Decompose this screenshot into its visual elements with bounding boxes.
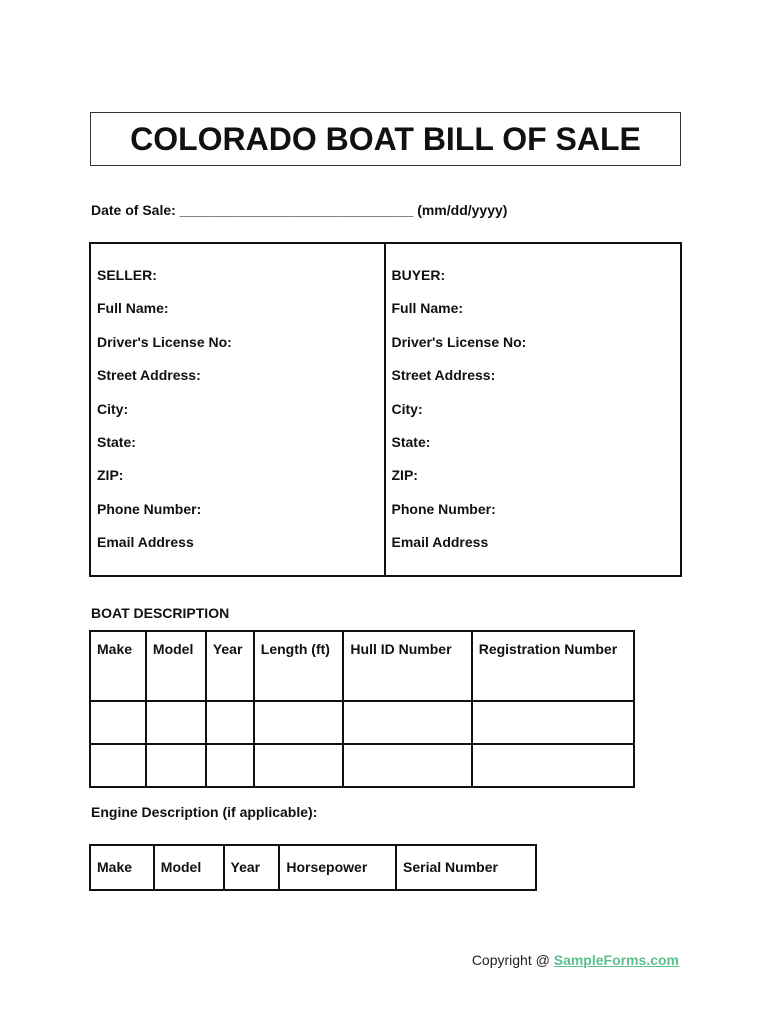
date-of-sale-blank[interactable]: ______________________________ — [179, 202, 414, 218]
seller-phone[interactable]: Phone Number: — [97, 500, 202, 517]
buyer-state[interactable]: State: — [391, 433, 431, 450]
boat-description-table — [89, 630, 635, 788]
table-cell[interactable] — [90, 744, 146, 787]
title-box — [90, 112, 681, 166]
table-cell[interactable] — [254, 744, 344, 787]
seller-city[interactable]: City: — [97, 400, 129, 417]
engine-column-serial: Serial Number — [396, 845, 536, 890]
table-cell[interactable] — [343, 744, 471, 787]
copyright-text: Copyright @ — [471, 952, 554, 968]
buyer-email[interactable]: Email Address — [391, 534, 489, 551]
buyer-zip[interactable]: ZIP: — [391, 467, 418, 484]
seller-column — [91, 244, 386, 575]
column-header-make: Make — [90, 631, 146, 701]
seller-heading: SELLER: — [97, 267, 157, 283]
table-row — [90, 845, 536, 890]
seller-street[interactable]: Street Address: — [97, 367, 201, 384]
table-row — [90, 701, 634, 744]
engine-column-year: Year — [224, 845, 280, 890]
table-cell[interactable] — [472, 701, 634, 744]
table-cell[interactable] — [254, 701, 344, 744]
date-of-sale-label: Date of Sale: — [91, 202, 176, 218]
table-row — [90, 744, 634, 787]
sampleforms-link[interactable]: SampleForms.com — [553, 952, 679, 968]
table-cell[interactable] — [206, 744, 254, 787]
engine-column-make: Make — [90, 845, 154, 890]
column-header-length: Length (ft) — [254, 631, 344, 701]
buyer-phone[interactable]: Phone Number: — [391, 500, 496, 517]
buyer-column — [386, 244, 681, 575]
column-header-year: Year — [206, 631, 254, 701]
seller-zip[interactable]: ZIP: — [97, 467, 124, 484]
table-cell[interactable] — [90, 701, 146, 744]
engine-column-horsepower: Horsepower — [279, 845, 396, 890]
table-cell[interactable] — [206, 701, 254, 744]
table-cell[interactable] — [343, 701, 471, 744]
engine-column-model: Model — [154, 845, 224, 890]
engine-description-label: Engine Description (if applicable): — [91, 804, 318, 820]
table-cell[interactable] — [146, 701, 206, 744]
seller-email[interactable]: Email Address — [97, 534, 194, 551]
buyer-full-name[interactable]: Full Name: — [391, 300, 464, 317]
copyright-footer — [472, 952, 679, 968]
buyer-heading: BUYER: — [391, 267, 446, 283]
buyer-city[interactable]: City: — [391, 400, 423, 417]
buyer-street[interactable]: Street Address: — [391, 367, 496, 384]
seller-full-name[interactable]: Full Name: — [97, 300, 169, 317]
seller-state[interactable]: State: — [97, 433, 136, 450]
date-format-hint: (mm/dd/yyyy) — [417, 202, 508, 218]
party-table — [89, 242, 682, 577]
engine-description-table — [89, 844, 537, 891]
buyer-license[interactable]: Driver's License No: — [391, 333, 527, 350]
table-cell[interactable] — [146, 744, 206, 787]
boat-description-label: BOAT DESCRIPTION — [91, 605, 230, 621]
document-title: COLORADO BOAT BILL OF SALE — [130, 120, 641, 157]
column-header-model: Model — [146, 631, 206, 701]
seller-license[interactable]: Driver's License No: — [97, 333, 232, 350]
column-header-registration: Registration Number — [472, 631, 634, 701]
table-cell[interactable] — [472, 744, 634, 787]
table-row — [90, 631, 634, 701]
column-header-hull-id: Hull ID Number — [343, 631, 471, 701]
date-of-sale-line — [91, 202, 507, 218]
